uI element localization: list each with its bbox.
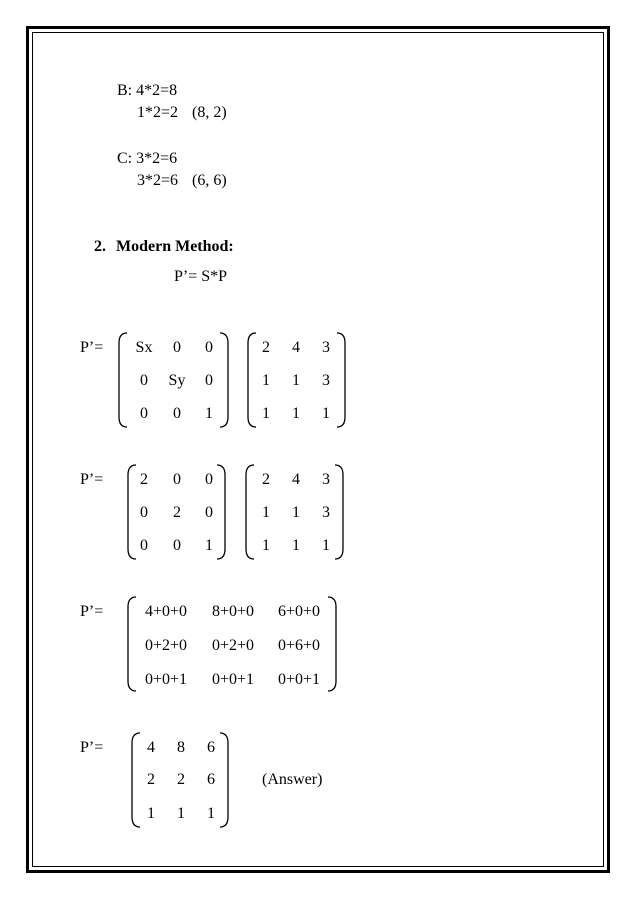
matrix-bracket-left [245,465,255,559]
matrix-bracket-right [334,465,344,559]
matrix-cell: 3 [322,504,330,521]
matrix-cell: 4 [292,339,300,356]
section-c-line1: C: 3*2=6 [117,150,178,167]
matrix-bracket-left [118,333,128,427]
matrix-bracket-left [247,333,257,427]
matrix-cell: 0 [173,405,181,422]
matrix-bracket-left [127,597,137,691]
matrix-cell: 0+2+0 [144,637,188,654]
matrix-cell: 0 [205,339,213,356]
equation-3-label: P’= [80,603,104,620]
matrix-cell: 4 [147,739,155,756]
matrix-cell: 1 [205,537,213,554]
matrix-cell: 1 [322,405,330,422]
matrix-cell: 8 [177,739,185,756]
matrix-bracket-right [219,733,229,827]
matrix-cell: 2 [173,504,181,521]
matrix-cell: 2 [147,771,155,788]
matrix-cell: Sy [168,372,186,389]
matrix-cell: 1 [292,405,300,422]
section-c-result: (6, 6) [192,172,227,189]
matrix-cell: 8+0+0 [211,603,255,620]
matrix-cell: 3 [322,372,330,389]
heading-text: Modern Method: [116,238,234,255]
section-b-calc: 1*2=2 [137,104,179,121]
matrix-cell: 1 [322,537,330,554]
matrix-cell: 0+0+1 [277,671,321,688]
matrix-cell: 2 [140,471,148,488]
matrix-cell: 0 [173,339,181,356]
equation-4-label: P’= [80,739,104,756]
matrix-cell: 0 [140,405,148,422]
matrix-cell: 6 [207,739,215,756]
matrix-cell: 1 [207,805,215,822]
matrix-bracket-right [327,597,337,691]
matrix-cell: 1 [205,405,213,422]
matrix-cell: 6 [207,771,215,788]
matrix-cell: 1 [262,504,270,521]
matrix-cell: 2 [262,471,270,488]
matrix-cell: 0+6+0 [277,637,321,654]
matrix-bracket-left [127,465,137,559]
matrix-cell: 0 [173,537,181,554]
equation-2-label: P’= [80,471,104,488]
matrix-bracket-right [219,333,229,427]
matrix-cell: 1 [292,504,300,521]
matrix-cell: 1 [292,537,300,554]
equation-1-label: P’= [80,339,104,356]
section-b-line1: B: 4*2=8 [117,82,178,99]
matrix-bracket-right [216,465,226,559]
matrix-cell: 0+0+1 [144,671,188,688]
formula: P’= S*P [174,268,228,285]
heading-number: 2. [94,238,106,255]
matrix-cell: 1 [147,805,155,822]
matrix-bracket-left [131,733,141,827]
section-b-result: (8, 2) [192,104,227,121]
matrix-cell: 0+2+0 [211,637,255,654]
matrix-cell: Sx [135,339,153,356]
matrix-cell: 0 [140,537,148,554]
matrix-bracket-right [336,333,346,427]
matrix-cell: 2 [177,771,185,788]
matrix-cell: 0 [140,504,148,521]
matrix-cell: 1 [262,372,270,389]
matrix-cell: 0 [205,372,213,389]
matrix-cell: 3 [322,471,330,488]
matrix-cell: 1 [292,372,300,389]
matrix-cell: 3 [322,339,330,356]
matrix-cell: 0 [140,372,148,389]
matrix-cell: 2 [262,339,270,356]
matrix-cell: 0 [173,471,181,488]
matrix-cell: 4 [292,471,300,488]
matrix-cell: 0+0+1 [211,671,255,688]
matrix-cell: 1 [177,805,185,822]
matrix-cell: 4+0+0 [144,603,188,620]
section-c-calc: 3*2=6 [137,172,179,189]
matrix-cell: 0 [205,471,213,488]
answer-note: (Answer) [262,771,323,788]
matrix-cell: 1 [262,405,270,422]
matrix-cell: 0 [205,504,213,521]
matrix-cell: 1 [262,537,270,554]
matrix-cell: 6+0+0 [277,603,321,620]
